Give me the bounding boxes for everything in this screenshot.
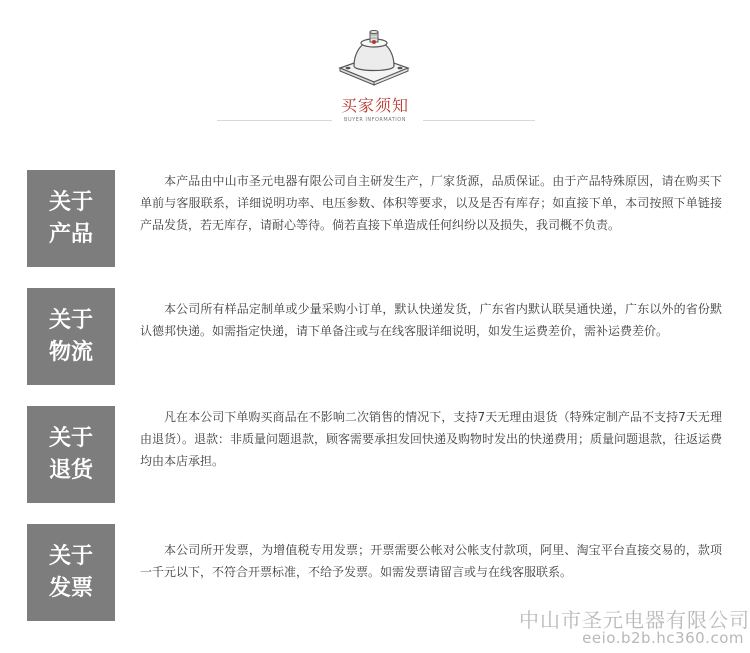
section-text-product: 本产品由中山市圣元电器有限公司自主研发生产，厂家货源，品质保证。由于产品特殊原因，请在购买下单前与客服联系，详细说明功率、电压参数、体积等要求，以及是否有库存；如直接下单，本司按照下单链接产品发货，若无库存，请耐心等待。倘若直接下单造成任何纠纷以及损失，我司概不负责。 [140, 174, 722, 232]
label-line2: 产品 [48, 221, 93, 247]
section-label-product [27, 170, 115, 267]
label-line1: 关于 [48, 425, 93, 451]
page-title: 买家须知 [340, 96, 409, 115]
watermark-company: 中山市圣元电器有限公司 [519, 608, 750, 632]
label-line2: 物流 [48, 339, 93, 365]
label-line2: 发票 [48, 575, 93, 601]
label-line1: 关于 [48, 189, 93, 215]
watermark-site: eeio.b2b.hc360.com [582, 629, 744, 647]
section-label-logistics [27, 288, 115, 385]
buyer-info-header [0, 0, 750, 140]
section-text-invoice: 本公司所开发票，为增值税专用发票；开票需要公帐对公帐支付款项，阿里、淘宝平台直接交易的，款项一千元以下，不符合开票标准，不给予发票。如需发票请留言或与在线客服联系。 [140, 543, 722, 579]
page-subtitle: BUYER INFORMATION [344, 117, 406, 123]
section-text-logistics: 本公司所有样品定制单或少量采购小订单，默认快递发货，广东省内默认联昊通快递，广东以外的省份默认德邦快递。如需指定快递，请下单备注或与在线客服详细说明，如发生运费差价，需补运费差价。 [140, 302, 722, 338]
section-text-returns: 凡在本公司下单购买商品在不影响二次销售的情况下，支持7天无理由退货（特殊定制产品不支持7天无理由退货）。退款：非质量问题退款，顾客需要承担发回快递及购物时发出的快递费用；质量问题退款，往返运费均由本店承担。 [140, 410, 723, 468]
rubber-mount-product-icon [334, 28, 414, 90]
section-label-returns [27, 406, 115, 503]
section-label-invoice [27, 524, 115, 621]
title-divider-right [423, 120, 535, 121]
label-line2: 退货 [48, 457, 93, 483]
label-line1: 关于 [48, 307, 93, 333]
label-line1: 关于 [48, 543, 93, 569]
